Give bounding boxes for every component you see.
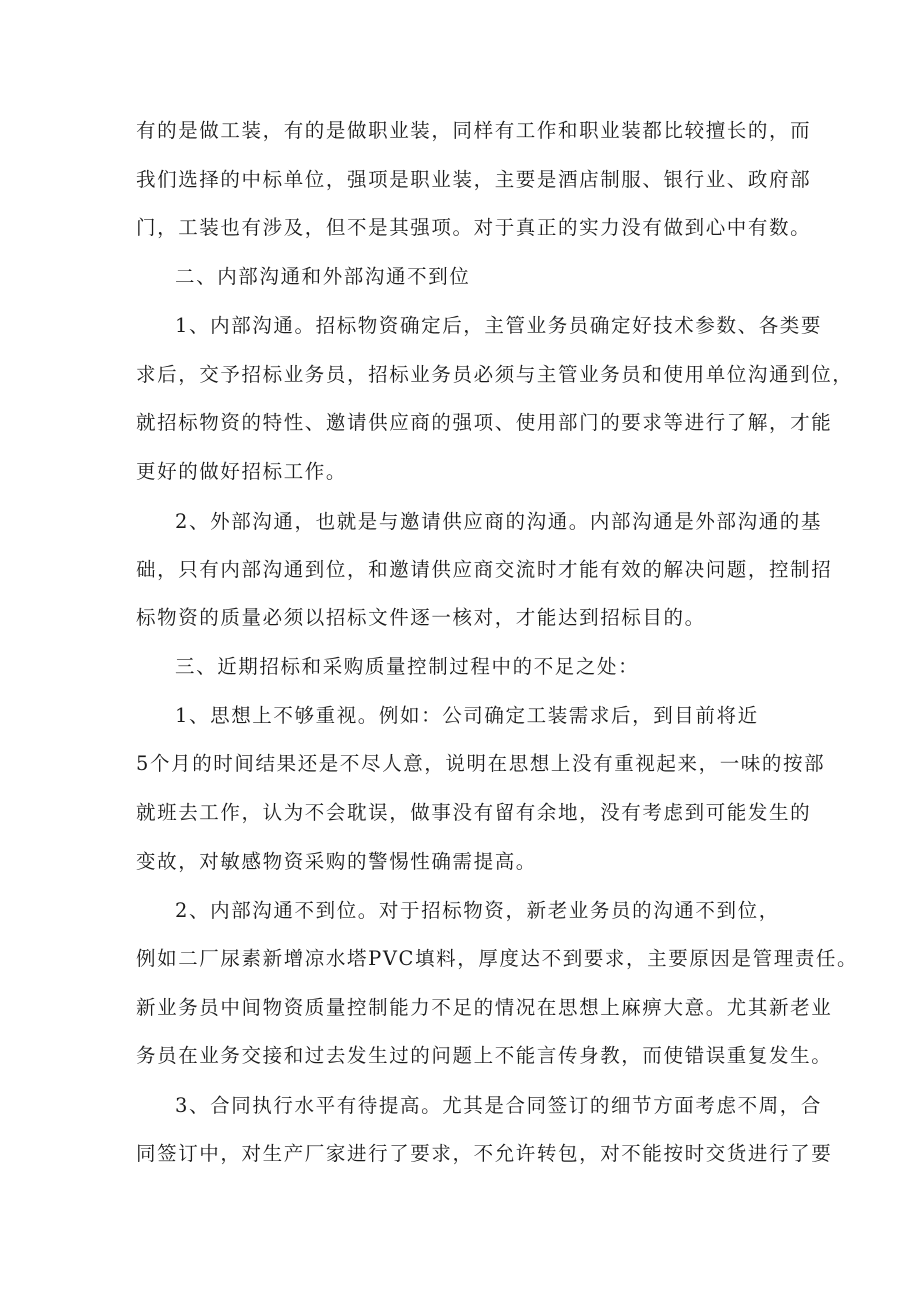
text-line: 标物资的质量必须以招标文件逐一核对，才能达到招标目的。 [136,606,706,629]
text-line: 就班去工作，认为不会耽误，做事没有留有余地，没有考虑到可能发生的 [136,801,812,824]
text-line: 5个月的时间结果还是不尽人意，说明在思想上没有重视起来，一味的按部 [136,752,826,775]
text-line: 门，工装也有涉及，但不是其强项。对于真正的实力没有做到心中有数。 [136,216,812,239]
text-line: 2、外部沟通，也就是与邀请供应商的沟通。内部沟通是外部沟通的基 [175,510,823,533]
text-line: 1、思想上不够重视。例如：公司确定工装需求后，到目前将近 [175,704,759,727]
text-line: 求后，交予招标业务员，招标业务员必须与主管业务员和使用单位沟通到位， [136,363,854,386]
text-line: 1、内部沟通。招标物资确定后，主管业务员确定好技术参数、各类要 [175,314,823,337]
text-line: 我们选择的中标单位，强项是职业装，主要是酒店制服、银行业、政府部 [136,168,812,191]
text-line: 础，只有内部沟通到位，和邀请供应商交流时才能有效的解决问题，控制招 [136,558,833,581]
section-heading: 二、内部沟通和外部沟通不到位 [175,265,471,288]
text-line: 同签订中，对生产厂家进行了要求，不允许转包，对不能按时交货进行了要 [136,1142,833,1165]
text-line: 变故，对敏感物资采购的警惕性确需提高。 [136,850,537,873]
text-line: 更好的做好招标工作。 [136,460,348,483]
text-line: 有的是做工装，有的是做职业装，同样有工作和职业装都比较擅长的，而 [136,119,812,142]
text-line: 例如二厂尿素新增凉水塔PVC填料，厚度达不到要求，主要原因是管理责任。 [136,947,859,970]
text-line: 务员在业务交接和过去发生过的问题上不能言传身教，而使错误重复发生。 [136,1044,833,1067]
text-line: 3、合同执行水平有待提高。尤其是合同签订的细节方面考虑不周，合 [175,1094,823,1117]
text-line: 2、内部沟通不到位。对于招标物资，新老业务员的沟通不到位， [175,899,780,922]
text-line: 就招标物资的特性、邀请供应商的强项、使用部门的要求等进行了解，才能 [136,411,833,434]
text-line: 新业务员中间物资质量控制能力不足的情况在思想上麻痹大意。尤其新老业 [136,996,833,1019]
section-heading: 三、近期招标和采购质量控制过程中的不足之处： [175,655,640,678]
